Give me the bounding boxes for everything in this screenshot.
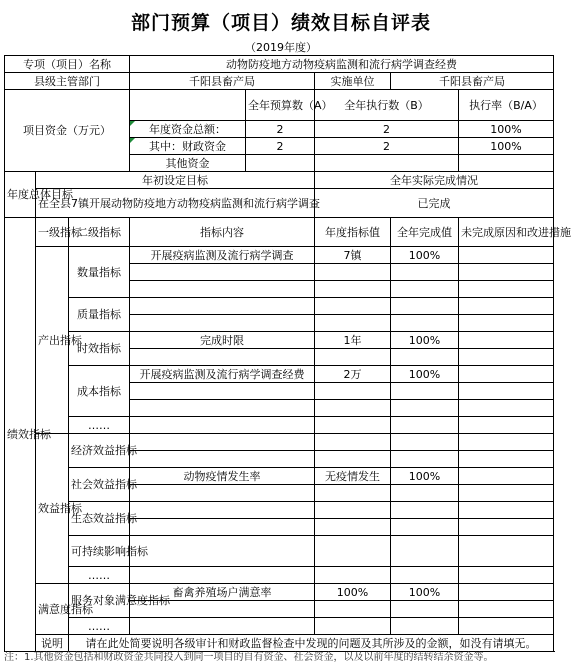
cost-content: 开展疫病监测及流行病学调查经费 <box>130 366 315 383</box>
page-title: 部门预算（项目）绩效目标自评表 <box>130 12 431 34</box>
funds-other-exec <box>315 155 459 172</box>
quantity-content: 开展疫病监测及流行病学调查 <box>130 247 315 264</box>
funds-other-budget <box>246 155 315 172</box>
rate-col-header: 执行率（B/A） <box>459 90 554 121</box>
l1-col-header: 一级指标 <box>36 218 69 247</box>
budget-col-header: 全年预算数（A） <box>246 90 315 121</box>
funds-fiscal-label: 其中：财政资金 <box>130 138 246 155</box>
quantity-done: 100% <box>391 247 459 264</box>
time-target: 1年 <box>315 332 391 349</box>
content-col-header: 指标内容 <box>130 218 315 247</box>
benefit-more: …… <box>69 567 130 584</box>
service-content: 畜禽养殖场户满意率 <box>130 584 315 601</box>
cost-target: 2万 <box>315 366 391 383</box>
quantity-indicator-label: 数量指标 <box>69 247 130 298</box>
project-name-label: 专项（项目）名称 <box>5 56 130 73</box>
funds-total-rate: 100% <box>459 121 554 138</box>
annual-actual-text: 已完成 <box>315 189 554 218</box>
quality-indicator-label: 质量指标 <box>69 298 130 332</box>
funds-total-label: 年度资金总额： <box>130 121 246 138</box>
done-value-col-header: 全年完成值 <box>391 218 459 247</box>
impl-unit-value: 千阳县畜产局 <box>391 73 554 90</box>
footnote: 注：1.其他资金包括和财政资金共同投入到同一项目的自有资金、社会资金，以及以前年度的结转结余资金等。 <box>4 652 494 663</box>
target-value-col-header: 年度指标值 <box>315 218 391 247</box>
output-indicator-label: 产出指标 <box>36 247 69 434</box>
funds-fiscal-exec: 2 <box>315 138 459 155</box>
social-indicator-label: 社会效益指标 <box>69 468 130 502</box>
economic-indicator-label: 经济效益指标 <box>69 434 130 468</box>
funds-other-rate <box>459 155 554 172</box>
actual-col-header: 全年实际完成情况 <box>315 172 554 189</box>
explain-label: 说明 <box>36 635 69 652</box>
year-label: （2019年度） <box>245 41 317 54</box>
eco-indicator-label: 生态效益指标 <box>69 502 130 536</box>
satisfaction-more: …… <box>69 618 130 635</box>
sustain-indicator-label: 可持续影响指标 <box>69 536 130 567</box>
project-name-value: 动物防疫地方动物疫病监测和流行病学调查经费 <box>130 56 554 73</box>
exec-col-header: 全年执行数（B） <box>315 90 459 121</box>
evaluation-table <box>4 55 571 652</box>
funds-total-exec: 2 <box>315 121 459 138</box>
satisfaction-indicator-label: 满意度指标 <box>36 584 69 635</box>
impl-unit-label: 实施单位 <box>315 73 391 90</box>
funds-fiscal-rate: 100% <box>459 138 554 155</box>
funds-total-budget: 2 <box>246 121 315 138</box>
reason-col-header: 未完成原因和改进措施 <box>459 218 554 247</box>
time-done: 100% <box>391 332 459 349</box>
funds-other-label: 其他资金 <box>130 155 246 172</box>
social-done: 100% <box>391 468 459 485</box>
cost-indicator-label: 成本指标 <box>69 366 130 417</box>
service-done: 100% <box>391 584 459 601</box>
social-target: 无疫情发生 <box>315 468 391 485</box>
benefit-indicator-label: 效益指标 <box>36 434 69 584</box>
annual-target-text: 在全县7镇开展动物防疫地方动物疫病监测和流行病学调查 <box>36 189 315 218</box>
service-satisfaction-label: 服务对象满意度指标 <box>69 584 130 618</box>
time-content: 完成时限 <box>130 332 315 349</box>
funds-label: 项目资金（万元） <box>5 90 130 172</box>
funds-fiscal-budget: 2 <box>246 138 315 155</box>
indicators-section-label: 绩效指标 <box>5 218 36 652</box>
cost-done: 100% <box>391 366 459 383</box>
l2-col-header: 二级指标 <box>69 218 130 247</box>
dept-label: 县级主管部门 <box>5 73 130 90</box>
service-target: 100% <box>315 584 391 601</box>
target-col-header: 年初设定目标 <box>36 172 315 189</box>
dept-value: 千阳县畜产局 <box>130 73 315 90</box>
time-indicator-label: 时效指标 <box>69 332 130 366</box>
annual-goal-label: 年度总体目标 <box>5 172 36 218</box>
output-more: …… <box>69 417 130 434</box>
explain-text: 请在此处简要说明各级审计和财政监督检查中发现的问题及其所涉及的金额，如没有请填无。 <box>69 635 554 652</box>
social-content: 动物疫情发生率 <box>130 468 315 485</box>
quantity-target: 7镇 <box>315 247 391 264</box>
